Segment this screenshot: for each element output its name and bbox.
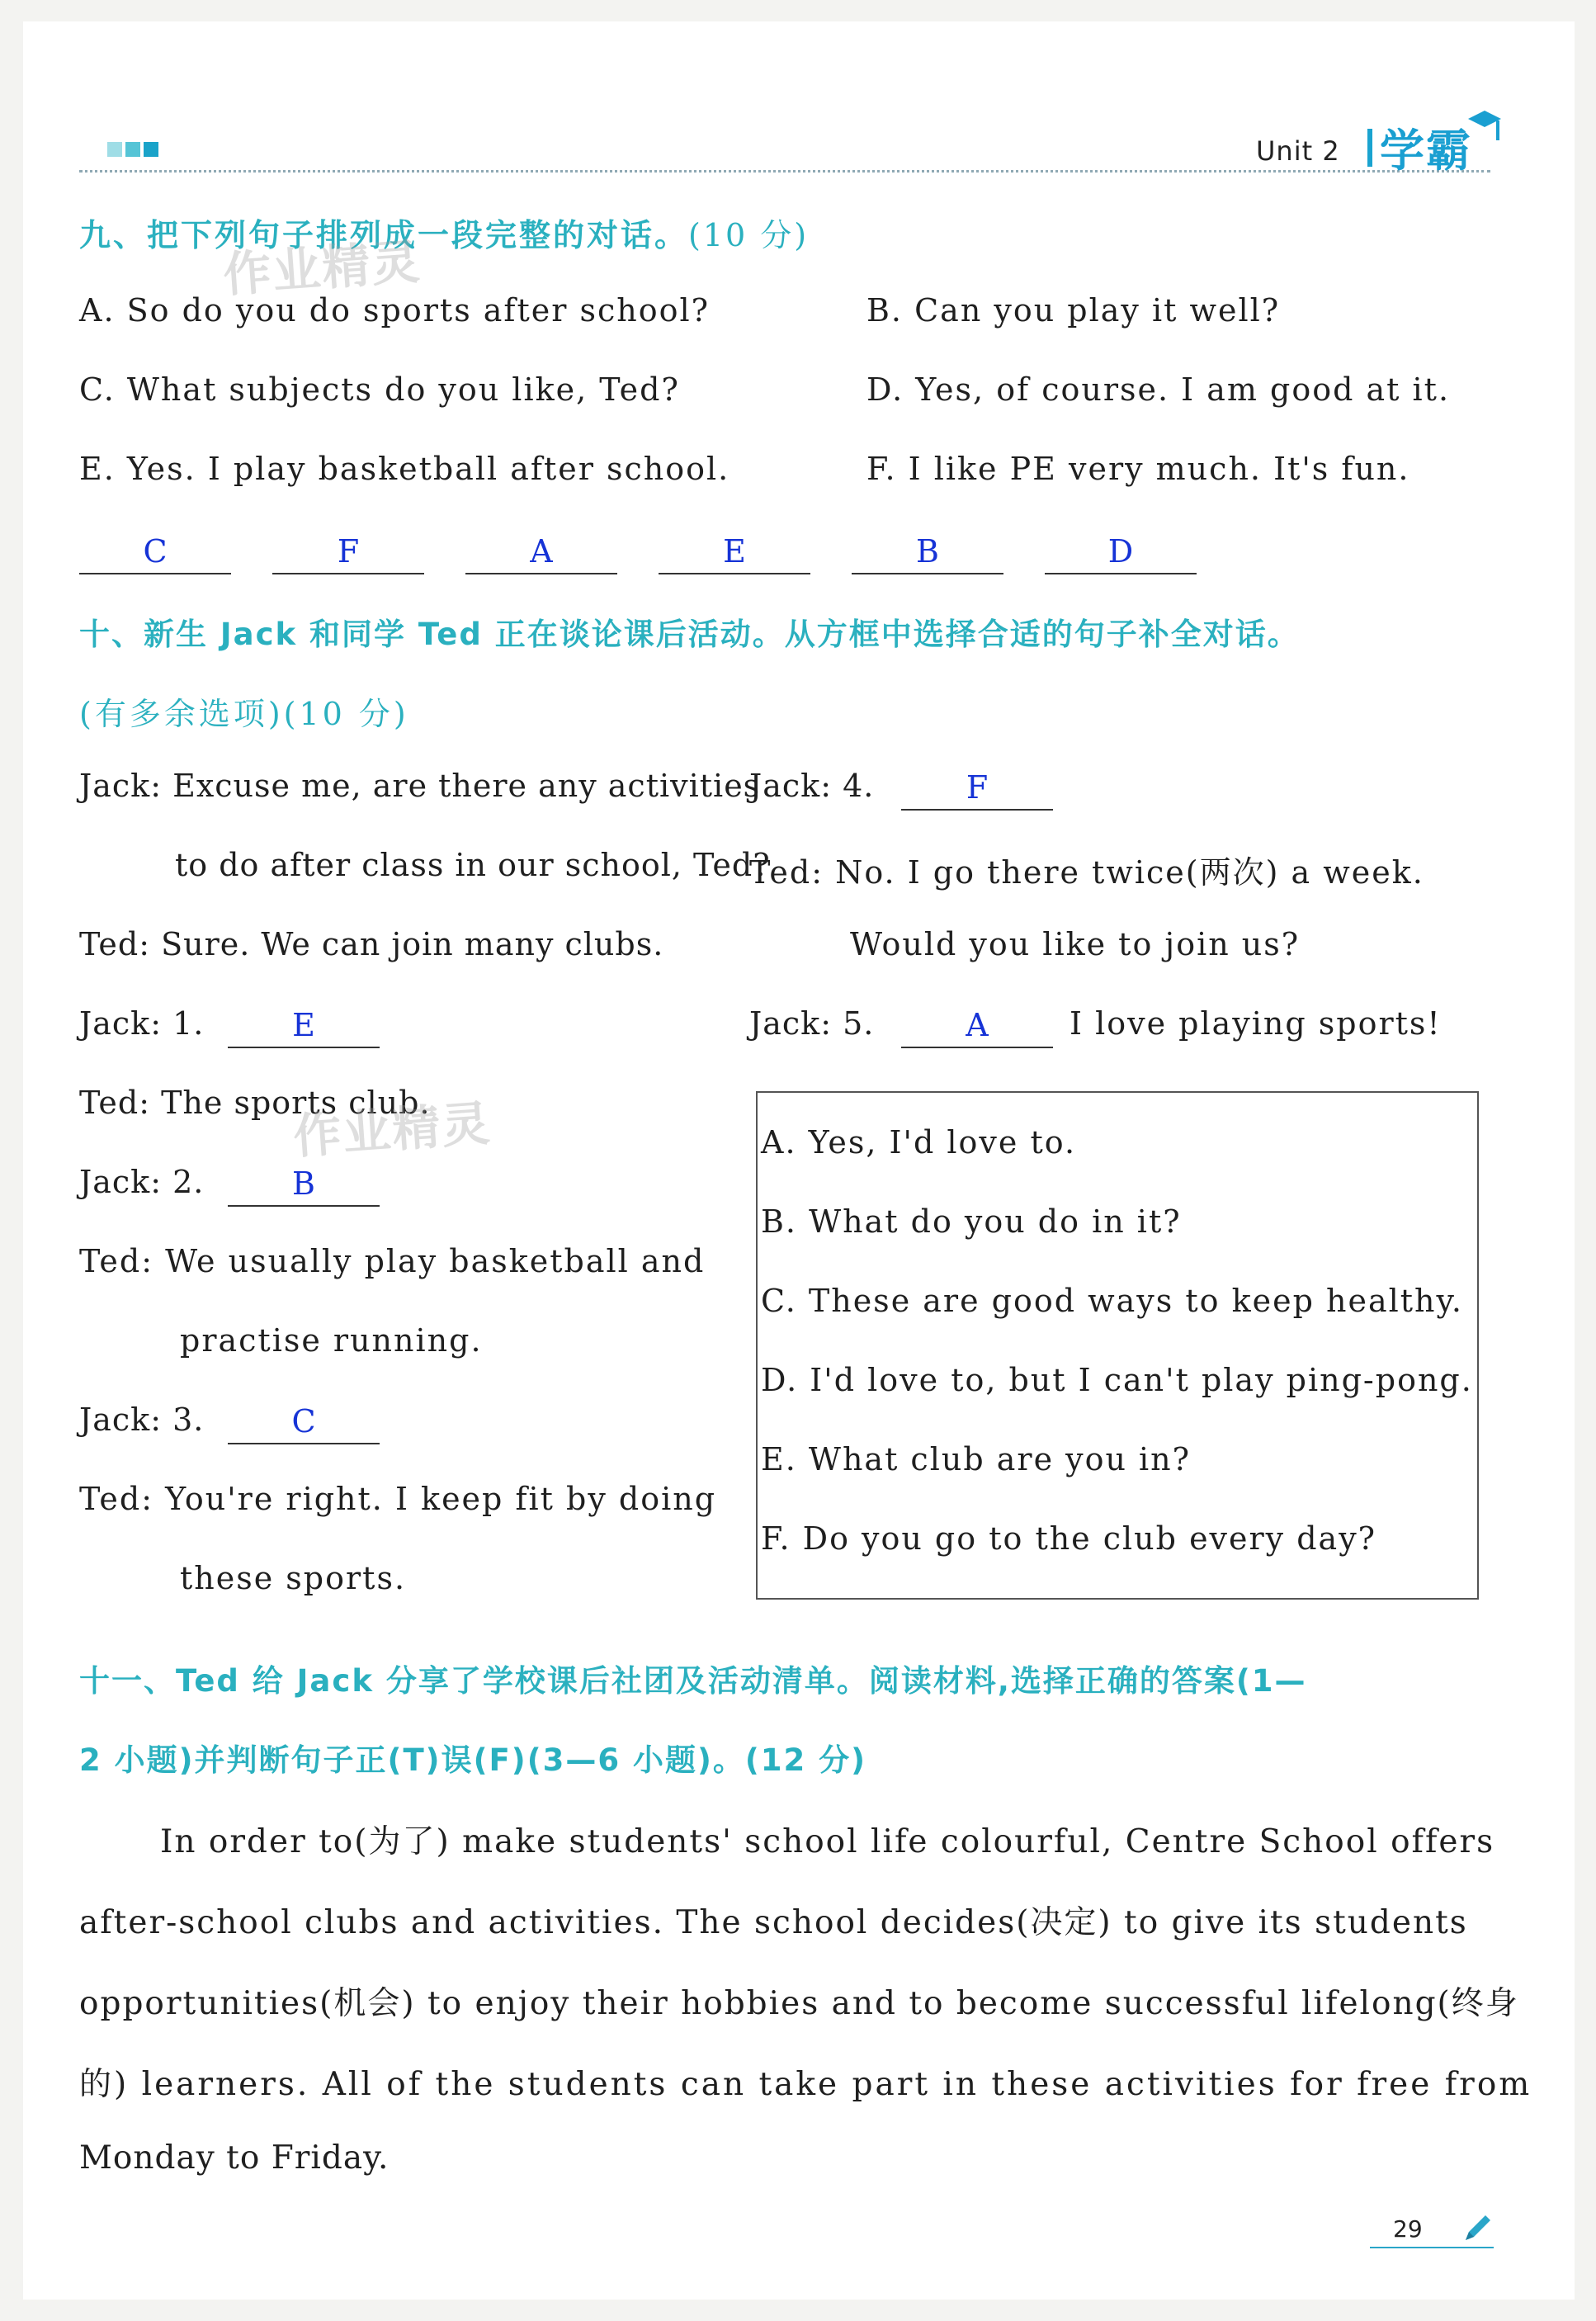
dialogue-line: Jack: 5. (749, 1005, 875, 1042)
unit-label: Unit 2 (1256, 135, 1340, 167)
s9-answer-blank-5[interactable]: B (852, 535, 1003, 574)
dialogue-line: Ted: We usually play basketball and (79, 1243, 706, 1279)
watermark: 作业精灵 (221, 233, 423, 304)
box-option-f: F. Do you go to the club every day? (761, 1520, 1377, 1557)
s10-answer-blank-1[interactable]: E (228, 1009, 380, 1048)
s9-answer-blank-6[interactable]: D (1045, 535, 1197, 574)
s9-answer-blank-3[interactable]: A (465, 535, 617, 574)
dialogue-line: these sports. (180, 1560, 407, 1596)
dialogue-line: Ted: You're right. I keep fit by doing (79, 1481, 717, 1517)
s10-answer-blank-2[interactable]: B (228, 1167, 380, 1207)
s9-option-a: A. So do you do sports after school? (79, 292, 711, 329)
dialogue-line: Ted: No. I go there twice(两次) a week. (749, 854, 1424, 891)
reading-paragraph-line: 的) learners. All of the students can take part in these activities for free from (79, 2066, 1532, 2103)
box-option-d: D. I'd love to, but I can't play ping-pong. (761, 1362, 1473, 1398)
dialogue-line: practise running. (180, 1322, 483, 1359)
dialogue-line: Jack: 2. (79, 1164, 205, 1200)
box-option-e: E. What club are you in? (761, 1441, 1192, 1477)
s10-answer-blank-5[interactable]: A (901, 1009, 1053, 1048)
section-11-title: 十一、Ted 给 Jack 分享了学校课后社团及活动清单。阅读材料,选择正确的答案(1— (79, 1663, 1307, 1699)
brand-logo: 学霸 (1380, 125, 1472, 177)
dialogue-line: Ted: The sports club. (79, 1085, 431, 1121)
dialogue-line: I love playing sports! (1070, 1005, 1442, 1042)
s9-option-b: B. Can you play it well? (866, 292, 1281, 329)
dialogue-line: Ted: Sure. We can join many clubs. (79, 926, 664, 962)
s10-answer-blank-3[interactable]: C (228, 1405, 380, 1444)
section-9-heading (79, 210, 809, 255)
pencil-icon (1461, 2212, 1494, 2245)
dialogue-line: Jack: Excuse me, are there any activities (79, 768, 761, 804)
section-9-score: (10 分) (688, 217, 810, 253)
s9-option-f: F. I like PE very much. It's fun. (866, 451, 1410, 487)
box-option-c: C. These are good ways to keep healthy. (761, 1283, 1464, 1319)
reading-paragraph-line: after-school clubs and activities. The school decides(决定) to give its students (79, 1904, 1468, 1941)
footer-divider (1370, 2247, 1494, 2248)
header-decoration (107, 142, 158, 157)
graduation-cap-icon (1465, 107, 1503, 149)
section-10-note: (有多余选项)(10 分) (79, 696, 409, 732)
reading-paragraph-line: opportunities(机会) to enjoy their hobbies and to become successful lifelong(终身 (79, 1985, 1519, 2022)
dialogue-line: Would you like to join us? (850, 926, 1301, 962)
section-11-title-cont: 2 小题)并判断句子正(T)误(F)(3—6 小题)。(12 分) (79, 1742, 867, 1778)
dialogue-line: Jack: 3. (79, 1402, 205, 1438)
s10-answer-blank-4[interactable]: F (901, 771, 1053, 811)
s9-option-e: E. Yes. I play basketball after school. (79, 451, 730, 487)
watermark: 作业精灵 (291, 1094, 493, 1165)
header-divider (79, 170, 1490, 173)
reading-paragraph-line: Monday to Friday. (79, 2139, 390, 2177)
header-bar (1367, 129, 1372, 167)
s9-option-d: D. Yes, of course. I am good at it. (866, 371, 1451, 408)
section-10-title: 十、新生 Jack 和同学 Ted 正在谈论课后活动。从方框中选择合适的句子补全对话。 (79, 617, 1300, 652)
dialogue-line: to do after class in our school, Ted? (175, 847, 771, 883)
box-option-a: A. Yes, I'd love to. (761, 1124, 1077, 1160)
dialogue-line: Jack: 1. (79, 1005, 205, 1042)
s9-answer-blank-1[interactable]: C (79, 535, 231, 574)
box-option-b: B. What do you do in it? (761, 1203, 1182, 1240)
s9-option-c: C. What subjects do you like, Ted? (79, 371, 680, 408)
reading-paragraph-line: In order to(为了) make students' school life colourful, Centre School offers (160, 1823, 1495, 1860)
dialogue-line: Jack: 4. (749, 768, 875, 804)
s9-answer-blank-4[interactable]: E (659, 535, 810, 574)
section-9-title: 九、把下列句子排列成一段完整的对话。 (79, 217, 689, 253)
page-number: 29 (1393, 2215, 1423, 2243)
s9-answer-blank-2[interactable]: F (272, 535, 424, 574)
